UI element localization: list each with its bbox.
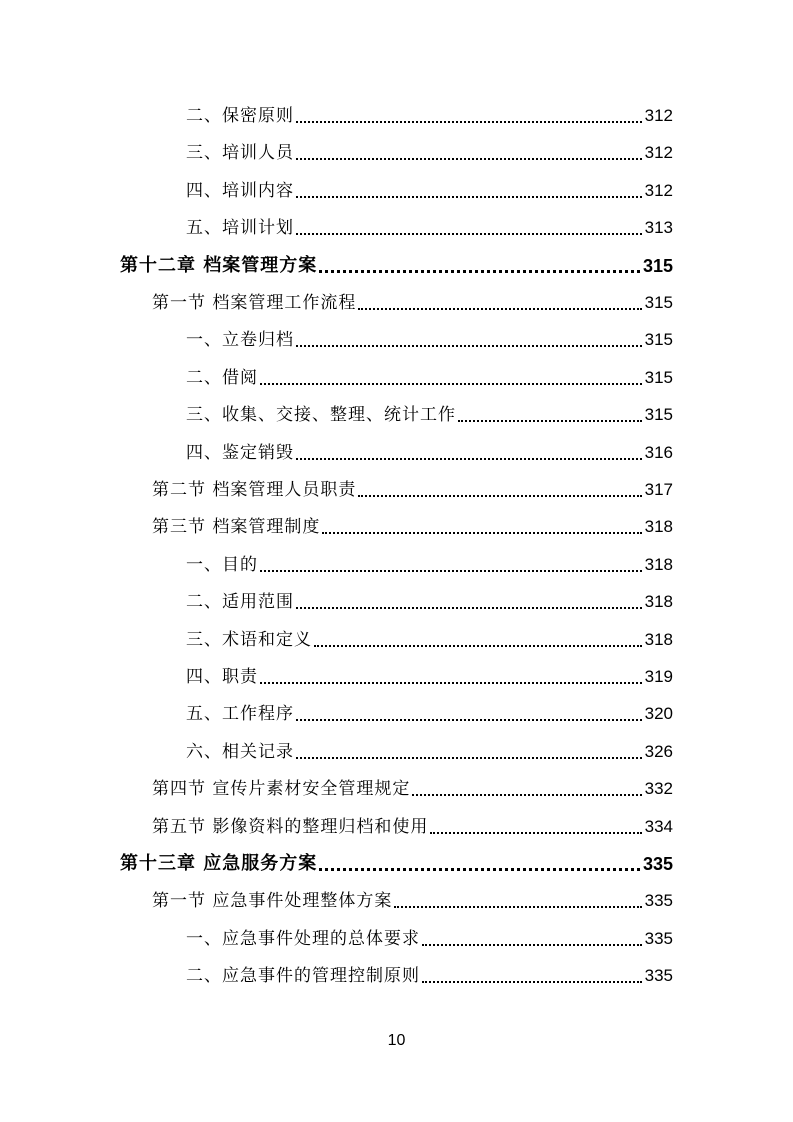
toc-entry-title: 三、术语和定义 bbox=[186, 629, 312, 650]
toc-entry-title: 第四节 宣传片素材安全管理规定 bbox=[152, 779, 411, 800]
toc-leader-dots bbox=[260, 682, 642, 684]
toc-entry-title: 五、培训计划 bbox=[186, 218, 294, 239]
toc-leader-dots bbox=[296, 233, 642, 235]
toc-entry[interactable] bbox=[120, 251, 673, 281]
toc-leader-dots bbox=[296, 345, 642, 347]
toc-entry[interactable] bbox=[152, 288, 673, 318]
toc-leader-dots bbox=[314, 645, 642, 647]
toc-entry-title: 二、适用范围 bbox=[186, 592, 294, 613]
toc-entry-page: 332 bbox=[644, 779, 673, 799]
toc-entry-page: 315 bbox=[642, 255, 673, 276]
toc-entry[interactable] bbox=[186, 587, 673, 617]
toc-entry-title: 二、保密原则 bbox=[186, 106, 294, 126]
toc-entry[interactable] bbox=[186, 176, 673, 206]
toc-entry-title: 三、培训人员 bbox=[186, 143, 294, 164]
toc-entry[interactable] bbox=[152, 475, 673, 505]
toc-entry-page: 316 bbox=[644, 442, 673, 462]
toc-entry[interactable] bbox=[186, 737, 673, 767]
toc-entry-page: 319 bbox=[644, 667, 673, 686]
toc-entry-title: 一、立卷归档 bbox=[186, 330, 294, 351]
toc-entry-page: 335 bbox=[644, 966, 673, 986]
toc-entry[interactable] bbox=[186, 662, 673, 692]
toc-entry-title: 二、借阅 bbox=[186, 367, 258, 388]
toc-entry-page: 313 bbox=[644, 218, 673, 238]
toc-entry-page: 326 bbox=[644, 741, 673, 761]
toc-entry-title: 四、培训内容 bbox=[186, 180, 294, 201]
toc-entry[interactable] bbox=[120, 849, 673, 879]
toc-entry-page: 315 bbox=[644, 405, 673, 425]
toc-entry[interactable] bbox=[186, 400, 673, 430]
toc-leader-dots bbox=[296, 196, 642, 198]
toc-entry-page: 312 bbox=[644, 180, 673, 200]
toc-entry[interactable] bbox=[152, 512, 673, 542]
toc-leader-dots bbox=[412, 794, 641, 796]
toc-entry-page: 315 bbox=[644, 330, 673, 350]
toc-entry-title: 第五节 影像资料的整理归档和使用 bbox=[152, 816, 429, 837]
toc-entry-title: 二、应急事件的管理控制原则 bbox=[186, 966, 420, 987]
toc-entry-page: 320 bbox=[644, 704, 673, 724]
toc-entry-page: 317 bbox=[644, 480, 673, 499]
toc-entry[interactable] bbox=[186, 363, 673, 393]
toc-leader-dots bbox=[430, 832, 641, 834]
toc-entry-title: 五、工作程序 bbox=[186, 704, 294, 725]
toc-entry[interactable] bbox=[152, 886, 673, 916]
toc-leader-dots bbox=[394, 906, 641, 908]
toc-leader-dots bbox=[458, 420, 642, 422]
toc-entry-page: 335 bbox=[644, 891, 673, 911]
toc-entry-title: 第一节 档案管理工作流程 bbox=[152, 293, 357, 313]
toc-entry-title: 四、鉴定销毁 bbox=[186, 442, 294, 463]
toc-entry-title: 第十三章 应急服务方案 bbox=[120, 853, 318, 874]
toc-leader-dots bbox=[296, 458, 642, 460]
toc-entry-title: 四、职责 bbox=[186, 667, 258, 687]
toc-leader-dots bbox=[422, 981, 642, 983]
toc-entry[interactable] bbox=[152, 812, 673, 842]
toc-entry-title: 一、目的 bbox=[186, 554, 258, 575]
toc-leader-dots bbox=[296, 719, 642, 721]
toc-leader-dots bbox=[296, 121, 642, 123]
toc-entry-page: 335 bbox=[642, 854, 673, 874]
toc-entry-page: 315 bbox=[644, 293, 673, 312]
toc-entry[interactable] bbox=[186, 550, 673, 580]
toc-entry-page: 334 bbox=[644, 816, 673, 836]
toc-leader-dots bbox=[296, 607, 642, 609]
page-number: 10 bbox=[387, 1032, 406, 1049]
toc-entry[interactable] bbox=[186, 625, 673, 655]
toc-entry-page: 315 bbox=[644, 367, 673, 387]
toc-entry[interactable] bbox=[186, 961, 673, 991]
toc-entry-page: 318 bbox=[644, 629, 673, 649]
toc-leader-dots bbox=[422, 944, 642, 946]
toc-entry[interactable] bbox=[186, 924, 673, 954]
toc-entry-title: 第十二章 档案管理方案 bbox=[120, 254, 318, 276]
toc-leader-dots bbox=[260, 570, 642, 572]
toc-entry-title: 第二节 档案管理人员职责 bbox=[152, 480, 357, 500]
toc-leader-dots bbox=[319, 270, 640, 273]
toc-entry-title: 第一节 应急事件处理整体方案 bbox=[152, 891, 393, 912]
toc-entry-title: 一、应急事件处理的总体要求 bbox=[186, 928, 420, 949]
toc-entry-page: 318 bbox=[644, 554, 673, 574]
toc-entry[interactable] bbox=[186, 699, 673, 729]
toc-entry-page: 318 bbox=[644, 592, 673, 612]
toc-leader-dots bbox=[296, 757, 642, 759]
toc-entry[interactable] bbox=[152, 774, 673, 804]
toc-entry[interactable] bbox=[186, 438, 673, 468]
toc-leader-dots bbox=[296, 158, 642, 160]
toc-entry[interactable] bbox=[186, 213, 673, 243]
toc-leader-dots bbox=[322, 532, 641, 534]
toc-entry-title: 六、相关记录 bbox=[186, 741, 294, 762]
toc-entry[interactable] bbox=[186, 138, 673, 168]
toc-leader-dots bbox=[358, 495, 641, 497]
toc-leader-dots bbox=[319, 868, 640, 871]
toc-leader-dots bbox=[260, 383, 642, 385]
toc-entry-page: 335 bbox=[644, 928, 673, 948]
toc-entry-title: 三、收集、交接、整理、统计工作 bbox=[186, 405, 456, 426]
toc-entry-page: 312 bbox=[644, 143, 673, 163]
toc-entry[interactable] bbox=[186, 325, 673, 355]
toc-entry[interactable] bbox=[186, 101, 673, 131]
toc-entry-title: 第三节 档案管理制度 bbox=[152, 517, 321, 538]
toc-entry-page: 312 bbox=[644, 106, 673, 125]
toc-entry-page: 318 bbox=[644, 517, 673, 537]
toc-leader-dots bbox=[358, 308, 641, 310]
